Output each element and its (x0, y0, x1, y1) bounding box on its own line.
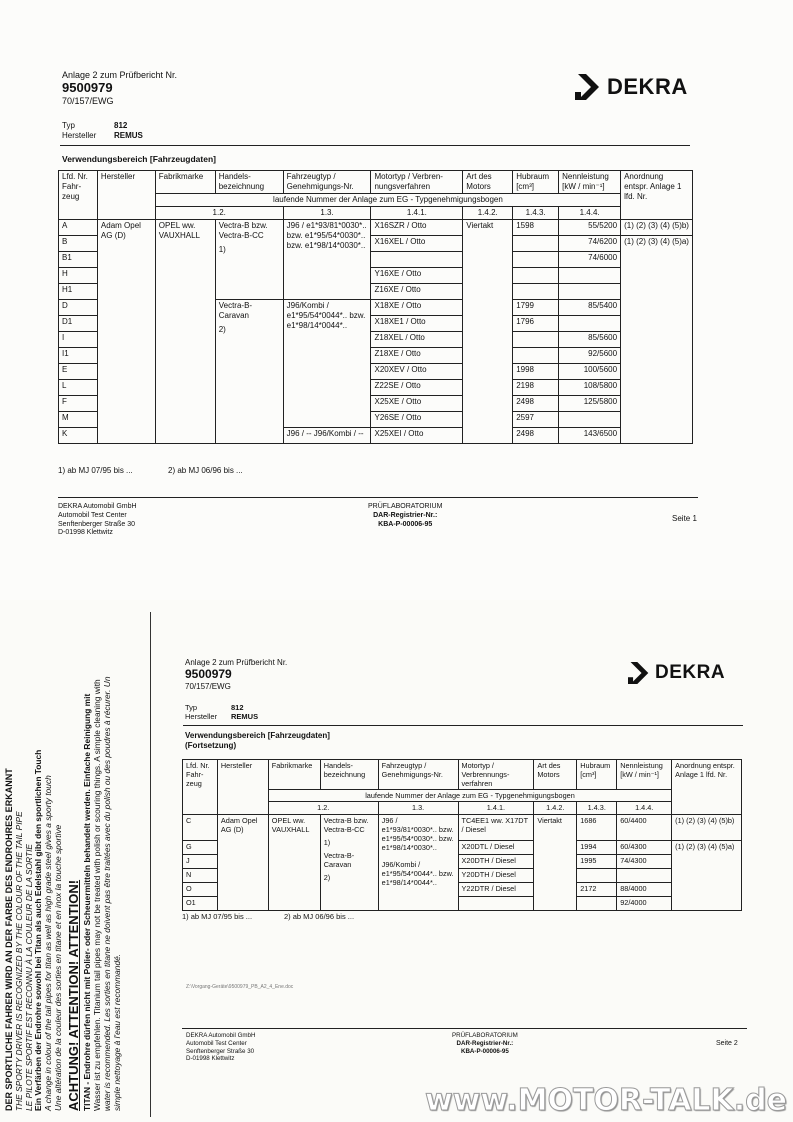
col-header-lfd: Lfd. Nr. Fahr-zeug (59, 171, 98, 220)
nennleistung-cell (559, 268, 621, 284)
nennleistung-cell: 100/5600 (559, 364, 621, 380)
footnote-2: 2) ab MJ 06/96 bis ... (284, 912, 355, 921)
fabrikmarke-cell: OPEL ww. VAUXHALL (155, 220, 215, 444)
motortyp-cell: TC4EE1 ww. X17DT / Diesel (458, 814, 534, 840)
lfd-nr-cell: M (59, 412, 98, 428)
vehicle-data-table (58, 170, 693, 444)
warning-line: simple nettoyage à l'eau est recommandé. (112, 953, 123, 1111)
lfd-nr-cell: K (59, 428, 98, 444)
typ-value: 812 (231, 703, 244, 712)
lfd-nr-cell: E (59, 364, 98, 380)
footer-lab (452, 1032, 518, 1055)
motortyp-cell: X16SZR / Otto (371, 220, 463, 236)
handels-name: Vectra-B bzw. Vectra-B-CC (218, 221, 268, 240)
footer-line: DAR-Registrier-Nr.: (456, 1039, 514, 1047)
lfd-nr-cell: H1 (59, 284, 98, 300)
hersteller-label: Hersteller (62, 131, 97, 140)
hubraum-cell: 2498 (513, 428, 559, 444)
lfd-nr-cell: O (183, 882, 218, 896)
nennleistung-cell: 85/5400 (559, 300, 621, 316)
col-header-hubraum: Hubraum [cm³] (513, 171, 559, 194)
col-header-fzgtyp: Fahrzeugtyp / Genehmigungs-Nr. (378, 760, 458, 790)
section-title: Verwendungsbereich [Fahrzeugdaten] (185, 731, 330, 740)
motortyp-cell: Y16XE / Otto (371, 268, 463, 284)
footer-line: Automobil Test Center (58, 511, 127, 519)
lfd-nr-cell: I (59, 332, 98, 348)
nennleistung-cell (559, 284, 621, 300)
hersteller-value: REMUS (114, 131, 143, 140)
footer-line: DEKRA Automobil GmbH (58, 503, 137, 510)
hersteller-row (185, 712, 258, 721)
code-1-2: 1.2. (268, 802, 378, 814)
warning-line: TITAN - Endrohre dürfen nicht mit Polier- oder Scheuermitteln behandelt werden. Einfache Reinigung mit (82, 693, 93, 1111)
lfd-nr-cell: A (59, 220, 98, 236)
col-header-art: Art des Motors (534, 760, 577, 790)
footer-line: D-01998 Klettwitz (58, 529, 113, 537)
lfd-nr-cell: C (183, 814, 218, 840)
nennleistung-cell (559, 316, 621, 332)
vehicle-data-table (182, 759, 742, 911)
nennleistung-cell: 143/6500 (559, 428, 621, 444)
ewg-number: 70/157/EWG (185, 682, 231, 691)
hubraum-cell: 1995 (577, 854, 617, 868)
col-header-anordnung: Anordnung entspr. Anlage 1 lfd. Nr. (621, 171, 693, 220)
footnote-1: 1) ab MJ 07/95 bis ... (182, 912, 253, 921)
art-cell: Viertakt (534, 814, 577, 910)
dekra-logo (628, 660, 725, 686)
anlage-label: Anlage 2 zum Prüfbericht Nr. (62, 70, 178, 80)
col-header-hersteller: Hersteller (217, 760, 268, 815)
motortyp-cell: X18XE1 / Otto (371, 316, 463, 332)
fabrikmarke-cell: OPEL ww. VAUXHALL (268, 814, 320, 910)
nennleistung-cell: 125/5800 (559, 396, 621, 412)
footer-line: Senftenberger Straße 30 (186, 1047, 255, 1055)
hubraum-cell: 1796 (513, 316, 559, 332)
hubraum-cell: 2198 (513, 380, 559, 396)
motortyp-cell: Y22DTR / Diesel (458, 882, 534, 896)
section-subtitle: (Fortsetzung) (185, 741, 237, 750)
fzgtyp-cell: J96 / e1*93/81*0030*.. bzw. e1*95/54*0030*.. bzw. e1*98/14*0030*.. (283, 220, 371, 300)
warning-line: DER SPORTLICHE FAHRER WIRD AN DER FARBE DES ENDROHRES ERKANNT (4, 768, 14, 1111)
motortyp-cell: X25XEI / Otto (371, 428, 463, 444)
motortyp-cell: X20DTH / Diesel (458, 854, 534, 868)
handels-footnote-ref: 1) (218, 245, 226, 254)
motortyp-cell (371, 252, 463, 268)
anlage-label: Anlage 2 zum Prüfbericht Nr. (185, 658, 288, 667)
hubraum-cell (513, 332, 559, 348)
col-header-anordnung: Anordnung entspr. Anlage 1 lfd. Nr. (672, 760, 742, 815)
fzgtyp-cell: J96 / -- J96/Kombi / -- (283, 428, 371, 444)
motortyp-cell: Y20DTH / Diesel (458, 868, 534, 882)
code-1-4-4: 1.4.4. (617, 802, 672, 814)
ewg-number: 70/157/EWG (62, 96, 114, 106)
table-header-row (59, 171, 693, 194)
lfd-nr-cell: B (59, 236, 98, 252)
handels-footnote-ref: 1) (323, 837, 331, 847)
nennleistung-cell: 88/4000 (617, 882, 672, 896)
footer-line: PRÜFLABORATORIUM (452, 1032, 518, 1039)
hubraum-cell: 2597 (513, 412, 559, 428)
hubraum-cell: 2172 (577, 882, 617, 896)
hersteller-value: REMUS (231, 712, 259, 721)
warning-line: THE SPORTY DRIVER IS RECOGNIZED BY THE COLOUR OF THE TAIL PIPE (13, 811, 24, 1111)
motortyp-cell: X18XE / Otto (371, 300, 463, 316)
table-row (59, 220, 693, 236)
motortyp-cell: Y26SE / Otto (371, 412, 463, 428)
code-1-3: 1.3. (283, 207, 371, 220)
col-header-fzgtyp: Fahrzeugtyp / Genehmigungs-Nr. (283, 171, 371, 194)
lfd-nr-cell: I1 (59, 348, 98, 364)
typ-label: Typ (185, 703, 198, 712)
warning-line: Ein Verfärben der Endrohre sowohl bei Titan als auch Edelstahl gibt den sportlichen Touch (33, 749, 44, 1111)
code-1-4-2: 1.4.2. (463, 207, 513, 220)
lfd-nr-cell: F (59, 396, 98, 412)
table-header-row (183, 760, 742, 790)
motortyp-cell: Z18XEL / Otto (371, 332, 463, 348)
hubraum-cell (513, 268, 559, 284)
report-number: 9500979 (185, 667, 232, 681)
col-header-hersteller: Hersteller (97, 171, 155, 220)
report-number: 9500979 (62, 80, 113, 95)
nennleistung-cell: 108/5800 (559, 380, 621, 396)
footnote-2: 2) ab MJ 06/96 bis ... (168, 466, 243, 475)
footer-divider (58, 497, 698, 498)
header-divider (60, 145, 690, 146)
anordnung-cell: (1) (2) (3) (4) (5)b) (672, 814, 742, 840)
motortyp-cell: X20DTL / Diesel (458, 840, 534, 854)
warning-line: A change in colour of the tail pipes for titan as well as high grade steel gives a sporty touch (43, 775, 54, 1111)
typ-row (185, 703, 244, 712)
footer-line: Automobil Test Center (186, 1039, 247, 1047)
fzgtyp-value: J96/Kombi / e1*95/54*0044*.. bzw. e1*98/14*0044*.. (381, 859, 454, 888)
dekra-logo-text: DEKRA (607, 74, 688, 99)
footer-line: PRÜFLABORATORIUM (368, 503, 443, 510)
col-header-hubraum: Hubraum [cm³] (577, 760, 617, 790)
lfd-nr-cell: J (183, 854, 218, 868)
site-watermark: www.MOTOR-TALK.de (424, 1083, 787, 1118)
nennleistung-cell: 60/4300 (617, 840, 672, 854)
hubraum-cell: 1994 (577, 840, 617, 854)
typ-label: Typ (62, 121, 75, 130)
handels-name: Vectra-B-Caravan (323, 850, 355, 869)
motortyp-cell: X25XE / Otto (371, 396, 463, 412)
col-header-art: Art des Motors (463, 171, 513, 194)
handels-name: Vectra-B bzw. Vectra-B-CC (323, 815, 369, 834)
col-header-motortyp: Motortyp / Verbren-nungsverfahren (371, 171, 463, 194)
handels-name: Vectra-B-Caravan (218, 301, 253, 320)
code-1-3: 1.3. (378, 802, 458, 814)
code-1-4-3: 1.4.3. (577, 802, 617, 814)
footer-line: KBA-P-00006-95 (378, 520, 433, 528)
footer-line: KBA-P-00006-95 (460, 1047, 509, 1055)
col-header-nenn: Nennleistung [kW / min⁻¹] (559, 171, 621, 194)
hubraum-cell: 1686 (577, 814, 617, 840)
page-number: Seite 2 (716, 1040, 738, 1047)
motortyp-cell: X20XEV / Otto (371, 364, 463, 380)
footnote-1: 1) ab MJ 07/95 bis ... (58, 466, 133, 475)
lfd-nr-cell: D1 (59, 316, 98, 332)
col-header-lfd: Lfd. Nr. Fahr-zeug (183, 760, 218, 815)
handels-footnote-ref: 2) (323, 873, 331, 883)
hubraum-cell (577, 896, 617, 910)
motortyp-cell: Z16XE / Otto (371, 284, 463, 300)
col-header-handels: Handels-bezeichnung (215, 171, 283, 194)
motortyp-cell: X16XEL / Otto (371, 236, 463, 252)
col-header-fabrikmarke: Fabrikmarke (155, 171, 215, 194)
code-1-4-1: 1.4.1. (458, 802, 534, 814)
warning-sidebar (2, 612, 151, 1117)
fzgtyp-value: J96 / e1*93/81*0030*.. bzw. e1*95/54*0030*.. bzw. e1*98/14*0030*.. (381, 815, 454, 852)
nennleistung-cell: 85/5600 (559, 332, 621, 348)
nennleistung-cell (617, 868, 672, 882)
hubraum-cell (577, 868, 617, 882)
nennleistung-cell: 74/6200 (559, 236, 621, 252)
dekra-logo-icon (628, 660, 650, 686)
header-divider (183, 725, 743, 726)
nennleistung-cell: 55/5200 (559, 220, 621, 236)
fzgtyp-cell (378, 814, 458, 910)
motortyp-cell: Z18XE / Otto (371, 348, 463, 364)
nennleistung-cell: 92/4000 (617, 896, 672, 910)
hubraum-cell: 1799 (513, 300, 559, 316)
motortyp-cell: Z22SE / Otto (371, 380, 463, 396)
warning-line: LE PILOTE SPORTIF EST RECONNU À LA COULEUR DE LA SORTIE (23, 844, 34, 1111)
hersteller-cell: Adam Opel AG (D) (217, 814, 268, 910)
art-cell: Viertakt (463, 220, 513, 444)
anordnung-cell: (1) (2) (3) (4) (5)a) (672, 840, 742, 910)
hubraum-cell: 1998 (513, 364, 559, 380)
code-1-4-2: 1.4.2. (534, 802, 577, 814)
lfd-nr-cell: H (59, 268, 98, 284)
fzgtyp-cell: J96/Kombi / e1*95/54*0044*.. bzw. e1*98/14*0044*.. (283, 300, 371, 428)
nennleistung-cell: 92/5600 (559, 348, 621, 364)
lfd-nr-cell: N (183, 868, 218, 882)
lfd-nr-cell: G (183, 840, 218, 854)
nennleistung-cell (559, 412, 621, 428)
typ-row (62, 121, 127, 130)
handels-cell (320, 814, 378, 910)
footer-line: D-01998 Klettwitz (186, 1055, 235, 1063)
code-1-4-1: 1.4.1. (371, 207, 463, 220)
footer-line: Senftenberger Straße 30 (58, 520, 136, 528)
nennleistung-cell: 74/4300 (617, 854, 672, 868)
footer-lab (368, 503, 442, 529)
col-header-handels: Handels-bezeichnung (320, 760, 378, 790)
lfd-nr-cell: O1 (183, 896, 218, 910)
hubraum-cell: 1598 (513, 220, 559, 236)
col-header-motortyp: Motortyp / Verbrennungs-verfahren (458, 760, 534, 790)
dekra-logo-text: DEKRA (655, 662, 726, 683)
code-1-4-4: 1.4.4. (559, 207, 621, 220)
hersteller-cell: Adam Opel AG (D) (97, 220, 155, 444)
footer-address (58, 503, 137, 538)
attention-heading: ACHTUNG! ATTENTION! ATTENTION! (66, 879, 82, 1111)
handels-footnote-ref: 2) (218, 325, 226, 334)
laufende-nummer-header: laufende Nummer der Anlage zum EG - Typgenehmigungsbogen (155, 194, 620, 207)
hubraum-cell (513, 348, 559, 364)
warning-line: water is recommended. Les sorties en titane ne doivent pas être traitées avec du polish ou des poudres à récurer. Un (102, 676, 113, 1111)
hersteller-label: Hersteller (185, 712, 218, 721)
handels-cell (215, 220, 283, 300)
footer-line: DEKRA Automobil GmbH (186, 1032, 256, 1039)
col-header-nenn: Nennleistung [kW / min⁻¹] (617, 760, 672, 790)
code-1-2: 1.2. (155, 207, 283, 220)
lfd-nr-cell: L (59, 380, 98, 396)
anordnung-cell: (1) (2) (3) (4) (5)a) (621, 236, 693, 444)
typ-value: 812 (114, 121, 128, 130)
warning-line: Une altération de la couleur des sorties en titane et en inox la touche sportive (53, 824, 64, 1111)
hubraum-cell (513, 252, 559, 268)
lfd-nr-cell: D (59, 300, 98, 316)
section-title: Verwendungsbereich [Fahrzeugdaten] (62, 154, 216, 164)
handels-cell (215, 300, 283, 444)
motortyp-cell (458, 896, 534, 910)
laufende-nummer-header: laufende Nummer der Anlage zum EG - Typgenehmigungsbogen (268, 790, 671, 802)
hubraum-cell (513, 236, 559, 252)
footer-line: DAR-Registrier-Nr.: (373, 511, 438, 519)
hersteller-row (62, 131, 143, 140)
lfd-nr-cell: B1 (59, 252, 98, 268)
table-row (183, 814, 742, 840)
code-1-4-3: 1.4.3. (513, 207, 559, 220)
nennleistung-cell: 60/4400 (617, 814, 672, 840)
footer-divider (182, 1028, 747, 1029)
nennleistung-cell: 74/6000 (559, 252, 621, 268)
footer-address (186, 1032, 255, 1063)
hubraum-cell (513, 284, 559, 300)
anordnung-cell: (1) (2) (3) (4) (5)b) (621, 220, 693, 236)
dekra-logo (575, 72, 688, 102)
warning-line: Wasser ist zu empfehlen. Titanium tail pipes may not be treated with polish or scouring things. A simple cleaning with (92, 679, 103, 1111)
hubraum-cell: 2498 (513, 396, 559, 412)
col-header-fabrikmarke: Fabrikmarke (268, 760, 320, 790)
dekra-logo-icon (575, 72, 601, 102)
page-number: Seite 1 (672, 514, 697, 523)
file-path: Z:\Vorgang-Geräte\9500979_PB_A2_4_Ene.doc (186, 984, 294, 990)
